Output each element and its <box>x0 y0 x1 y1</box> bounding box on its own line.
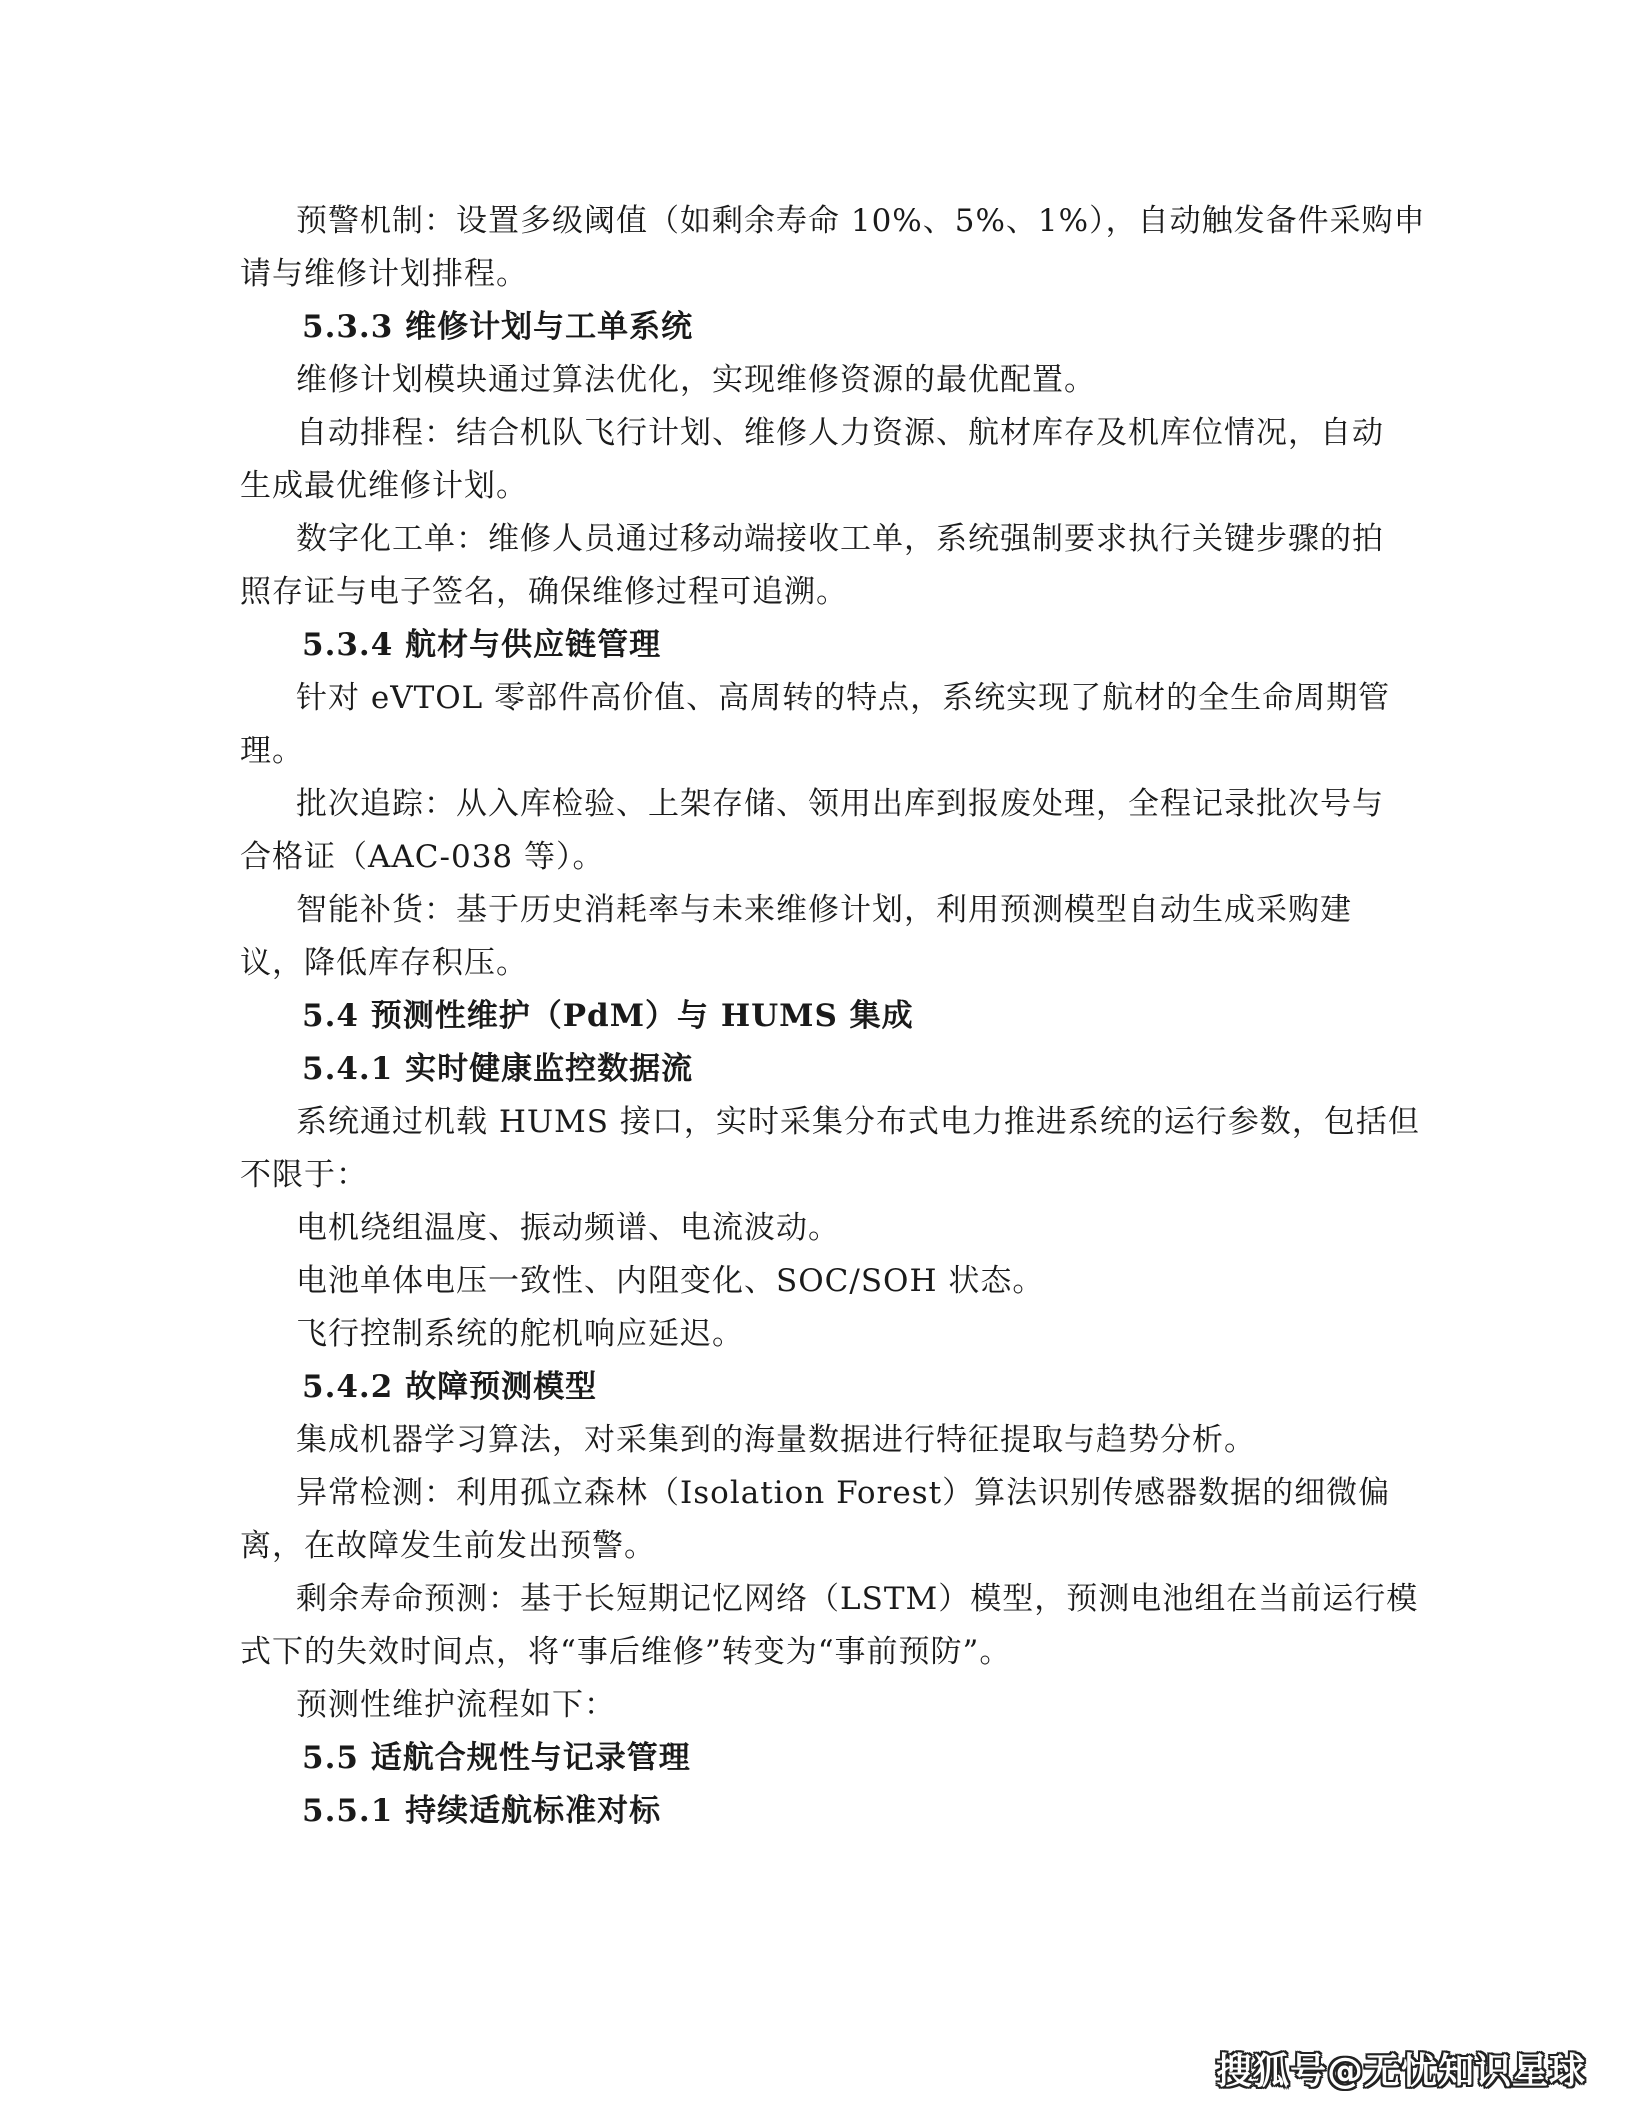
text-line: 预测性维护流程如下： <box>296 1687 616 1723</box>
text-line: 不限于： <box>240 1157 368 1193</box>
paragraph-rul-prediction <box>240 1573 1419 1679</box>
heading-5-4: 5.4 预测性维护（PdM）与 HUMS 集成 <box>302 998 914 1034</box>
text-line: 式下的失效时间点，将“事后维修”转变为“事前预防”。 <box>240 1634 1012 1670</box>
paragraph-hums-interface <box>240 1096 1420 1202</box>
text-line: 集成机器学习算法，对采集到的海量数据进行特征提取与趋势分析。 <box>296 1422 1256 1458</box>
paragraph-pdm-flow <box>240 1679 1390 1732</box>
text-line: 批次追踪：从入库检验、上架存储、领用出库到报废处理，全程记录批次号与 <box>296 786 1384 822</box>
text-line: 维修计划模块通过算法优化，实现维修资源的最优配置。 <box>296 362 1096 398</box>
list-item-battery: 电池单体电压一致性、内阻变化、SOC/SOH 状态。 <box>296 1263 1045 1299</box>
text-line: 请与维修计划排程。 <box>240 256 528 292</box>
heading-5-3-4: 5.3.4 航材与供应链管理 <box>302 627 662 663</box>
paragraph-machine-learning <box>240 1414 1390 1467</box>
heading-5-5: 5.5 适航合规性与记录管理 <box>302 1740 691 1776</box>
text-line: 针对 eVTOL 零部件高价值、高周转的特点，系统实现了航材的全生命周期管 <box>296 680 1391 716</box>
paragraph-batch-tracking <box>240 778 1390 884</box>
heading-5-4-1: 5.4.1 实时健康监控数据流 <box>302 1051 694 1087</box>
paragraph-smart-replenishment <box>240 884 1390 990</box>
text-line: 异常检测：利用孤立森林（Isolation Forest）算法识别传感器数据的细微偏 <box>296 1475 1391 1511</box>
text-line: 离，在故障发生前发出预警。 <box>240 1528 656 1564</box>
paragraph-anomaly-detection <box>240 1467 1390 1573</box>
watermark: 搜狐号@无忧知识星球 <box>1215 2051 1586 2092</box>
list-item-flight-control: 飞行控制系统的舵机响应延迟。 <box>296 1316 744 1352</box>
text-line: 预警机制：设置多级阈值（如剩余寿命 10%、5%、1%），自动触发备件采购申 <box>296 203 1426 239</box>
text-line: 议，降低库存积压。 <box>240 945 528 981</box>
heading-5-4-2: 5.4.2 故障预测模型 <box>302 1369 598 1405</box>
text-line: 剩余寿命预测：基于长短期记忆网络（LSTM）模型，预测电池组在当前运行模 <box>296 1581 1419 1617</box>
text-line: 照存证与电子签名，确保维修过程可追溯。 <box>240 574 848 610</box>
text-line: 系统通过机载 HUMS 接口，实时采集分布式电力推进系统的运行参数，包括但 <box>296 1104 1420 1140</box>
text-line: 合格证（AAC-038 等）。 <box>240 839 605 875</box>
text-line: 智能补货：基于历史消耗率与未来维修计划，利用预测模型自动生成采购建 <box>296 892 1352 928</box>
paragraph-plan-intro <box>240 354 1390 407</box>
paragraph-auto-scheduling <box>240 407 1390 513</box>
text-line: 理。 <box>240 733 304 769</box>
text-line: 数字化工单：维修人员通过移动端接收工单，系统强制要求执行关键步骤的拍 <box>296 521 1384 557</box>
paragraph-parts-intro <box>240 672 1390 778</box>
text-line: 自动排程：结合机队飞行计划、维修人力资源、航材库存及机库位情况，自动 <box>296 415 1384 451</box>
text-line: 生成最优维修计划。 <box>240 468 528 504</box>
heading-5-5-1: 5.5.1 持续适航标准对标 <box>302 1793 662 1829</box>
paragraph-digital-workorder <box>240 513 1390 619</box>
heading-5-3-3: 5.3.3 维修计划与工单系统 <box>302 309 694 345</box>
list-item-motor: 电机绕组温度、振动频谱、电流波动。 <box>296 1210 840 1246</box>
paragraph-warning-mechanism <box>240 195 1426 301</box>
